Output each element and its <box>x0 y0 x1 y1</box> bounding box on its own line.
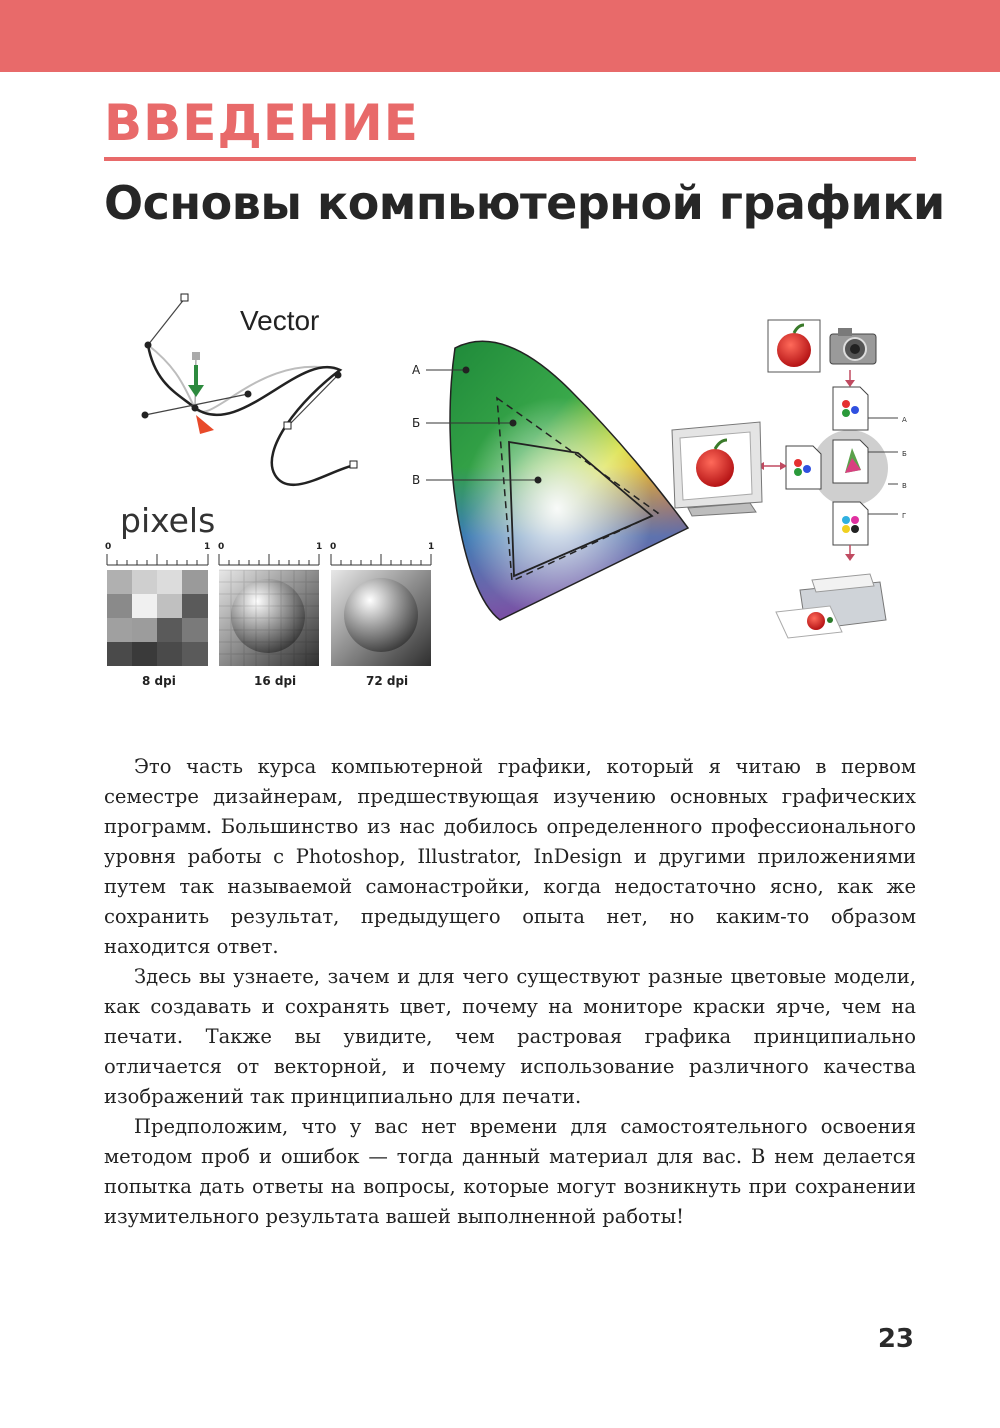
gamut-label-b: Б <box>412 416 421 430</box>
scale-start: 0 <box>218 542 225 552</box>
pixel-panel-8dpi <box>105 542 210 688</box>
gamut-label-v: В <box>412 473 421 487</box>
pixel-panel-72dpi <box>330 542 434 688</box>
printer-icon <box>776 574 886 638</box>
computer-graphics-illustration <box>100 290 920 710</box>
document-center-icon <box>786 446 821 489</box>
caption-16dpi: 16 dpi <box>254 674 297 688</box>
paragraph: Здесь вы узнаете, зачем и для чего существуют разные цветовые модели, как создавать и сохранять цвет, почему на мониторе краски ярче, чем на печати. Также вы увидите, чем растровая графика принципиально отличается от векторной, и почему использование различного качества изображений так принципиально для печати. <box>104 965 916 1108</box>
section-title: ВВЕДЕНИЕ <box>104 94 419 152</box>
workflow-label-b: Б <box>902 450 907 458</box>
pixel-panel-16dpi <box>218 542 322 688</box>
scale-end: 1 <box>428 542 435 552</box>
monitor-icon <box>672 422 762 516</box>
top-color-band <box>0 0 1000 72</box>
pixels-diagram <box>105 501 434 688</box>
scale-start: 0 <box>330 542 337 552</box>
vector-diagram <box>142 294 358 485</box>
color-gamut-diagram <box>412 341 688 620</box>
title-underline <box>104 157 916 161</box>
paragraph: Это часть курса компьютерной графики, который я читаю в первом семестре дизайнерам, предшествующая изучению основных графических программ. Большинство из нас добилось определенного профессионального уровня работы с Photoshop, Illustrator, InDesign и другими приложениями путем так называемой самонастройки, когда недостаточно ясно, как же сохранить результат, предыдущего опыта нет, но каким-то образом находится ответ. <box>104 755 916 958</box>
document-a-icon <box>833 387 868 430</box>
document-b-icon <box>833 440 868 483</box>
gamut-label-a: А <box>412 363 421 377</box>
camera-icon <box>830 328 876 364</box>
pixels-label: pixels <box>120 501 216 540</box>
workflow-label-g: Г <box>902 512 907 520</box>
color-workflow-diagram <box>672 320 907 638</box>
chapter-title: Основы компьютерной графики <box>104 176 945 230</box>
workflow-label-a: А <box>902 416 907 424</box>
vector-label: Vector <box>240 305 320 336</box>
page-number: 23 <box>877 1324 914 1354</box>
scale-end: 1 <box>316 542 323 552</box>
document-g-icon <box>833 502 868 545</box>
caption-8dpi: 8 dpi <box>142 674 176 688</box>
apple-icon <box>777 333 811 367</box>
workflow-label-v: В <box>902 482 907 490</box>
scale-start: 0 <box>105 542 112 552</box>
paragraph: Предположим, что у вас нет времени для самостоятельного освоения методом проб и ошибок — тогда данный материал для вас. В нем делается попытка дать ответы на вопросы, которые могут возникнуть при сохранении изумительного результата вашей выполненной работы! <box>104 1115 916 1228</box>
caption-72dpi: 72 dpi <box>366 674 409 688</box>
scale-end: 1 <box>204 542 211 552</box>
body-text <box>104 752 916 1232</box>
